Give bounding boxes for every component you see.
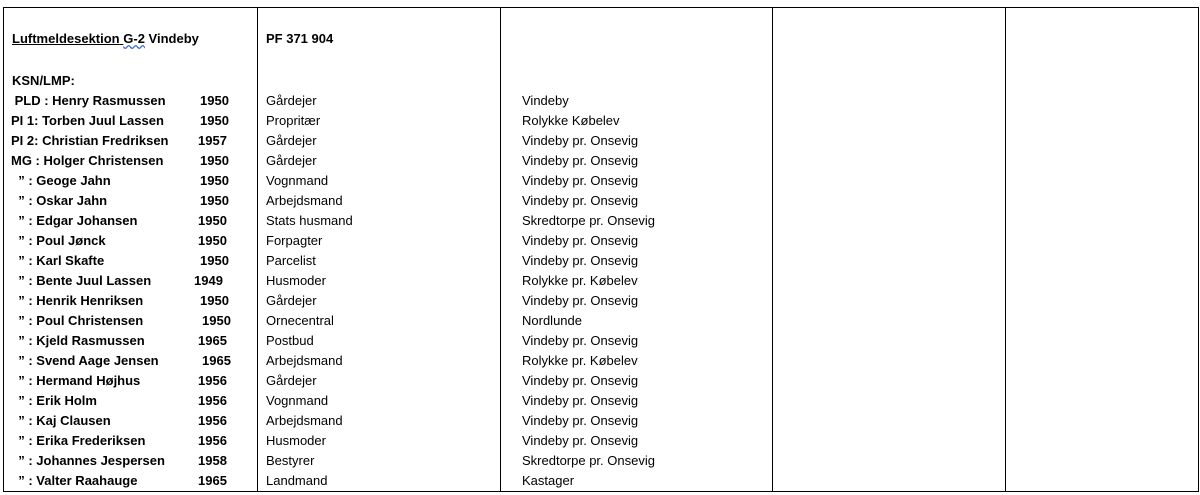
member-address: Vindeby pr. Onsevig: [522, 433, 639, 448]
member-name: ” : Henrik Henriksen: [11, 293, 144, 308]
names-list: [4, 91, 257, 491]
member-row: [4, 311, 257, 331]
member-year: 1956: [198, 413, 227, 428]
member-address: Skredtorpe pr. Onsevig: [522, 453, 655, 468]
member-address: Rolykke pr. Købelev: [522, 273, 638, 288]
member-row: [4, 211, 257, 231]
section-heading: KSN/LMP:: [12, 73, 75, 88]
member-row: [4, 351, 257, 371]
member-occupation: Vognmand: [266, 393, 329, 408]
member-name: ” : Hermand Højhus: [11, 373, 141, 388]
member-occupation: Gårdejer: [266, 293, 317, 308]
member-name: ” : Poul Jønck: [11, 233, 106, 248]
member-year: 1950: [198, 213, 227, 228]
member-name: ” : Erika Frederiksen: [11, 433, 146, 448]
member-name: ” : Karl Skafte: [11, 253, 105, 268]
member-address: Vindeby pr. Onsevig: [522, 193, 639, 208]
member-row: [4, 291, 257, 311]
member-address: Vindeby pr. Onsevig: [522, 333, 639, 348]
member-occupation: Propritær: [266, 113, 321, 128]
member-year: 1950: [200, 113, 229, 128]
member-row: [4, 131, 257, 151]
member-occupation: Ornecentral: [266, 313, 334, 328]
member-row: [4, 231, 257, 251]
column-addresses: [501, 8, 773, 492]
member-occupation: Arbejdsmand: [266, 193, 343, 208]
member-name: PI 2: Christian Fredriksen: [11, 133, 169, 148]
member-row: [4, 431, 257, 451]
member-row: [4, 411, 257, 431]
member-row: [4, 251, 257, 271]
member-table: [3, 7, 1199, 492]
member-occupation: Gårdejer: [266, 93, 317, 108]
column-empty-1: [773, 8, 1006, 492]
member-year: 1950: [200, 293, 229, 308]
member-address: Vindeby pr. Onsevig: [522, 233, 639, 248]
member-row: [4, 471, 257, 491]
member-year: 1965: [198, 473, 227, 488]
member-name: ” : Poul Christensen: [11, 313, 144, 328]
column-empty-2: [1006, 8, 1199, 492]
member-year: 1950: [200, 193, 229, 208]
member-row: [4, 391, 257, 411]
member-year: 1965: [202, 353, 231, 368]
occupations-list: [258, 91, 500, 491]
member-name: ” : Edgar Johansen: [11, 213, 138, 228]
member-year: 1958: [198, 453, 227, 468]
member-address: Vindeby pr. Onsevig: [522, 373, 639, 388]
member-occupation: Vognmand: [266, 173, 329, 188]
member-address: Vindeby pr. Onsevig: [522, 173, 639, 188]
member-address: Nordlunde: [522, 313, 582, 328]
member-occupation: Gårdejer: [266, 133, 317, 148]
member-name: ” : Erik Holm: [11, 393, 97, 408]
member-address: Rolykke Købelev: [522, 113, 620, 128]
column-occupations: [258, 8, 501, 492]
member-occupation: Husmoder: [266, 273, 326, 288]
member-occupation: Bestyrer: [266, 453, 315, 468]
member-year: 1956: [198, 393, 227, 408]
member-year: 1956: [198, 373, 227, 388]
member-name: PLD : Henry Rasmussen: [11, 93, 166, 108]
member-name: ” : Oskar Jahn: [11, 193, 108, 208]
member-occupation: Husmoder: [266, 433, 326, 448]
member-row: [4, 271, 257, 291]
member-occupation: Stats husmand: [266, 213, 353, 228]
member-occupation: Forpagter: [266, 233, 323, 248]
member-row: [4, 451, 257, 471]
member-address: Vindeby pr. Onsevig: [522, 413, 639, 428]
member-name: ” : Johannes Jespersen: [11, 453, 165, 468]
title-place: Vindeby: [148, 31, 199, 46]
member-name: ” : Kaj Clausen: [11, 413, 111, 428]
member-occupation: Parcelist: [266, 253, 316, 268]
member-address: Vindeby pr. Onsevig: [522, 153, 639, 168]
member-name: MG : Holger Christensen: [11, 153, 164, 168]
member-address: Kastager: [522, 473, 575, 488]
member-address: Rolykke pr. Købelev: [522, 353, 638, 368]
member-occupation: Gårdejer: [266, 153, 317, 168]
member-name: ” : Valter Raahauge: [11, 473, 138, 488]
addresses-list: [501, 91, 772, 491]
member-name: ” : Kjeld Rasmussen: [11, 333, 145, 348]
member-year: 1965: [198, 333, 227, 348]
member-year: 1950: [200, 173, 229, 188]
member-row: [4, 111, 257, 131]
member-name: PI 1: Torben Juul Lassen: [11, 113, 164, 128]
member-year: 1950: [200, 253, 229, 268]
member-address: Vindeby pr. Onsevig: [522, 253, 639, 268]
member-row: [4, 371, 257, 391]
pf-label: PF 371 904: [266, 31, 334, 46]
member-year: 1949: [194, 273, 223, 288]
member-year: 1950: [198, 233, 227, 248]
member-row: [4, 91, 257, 111]
member-year: 1950: [200, 93, 229, 108]
member-row: [4, 191, 257, 211]
member-occupation: Landmand: [266, 473, 328, 488]
member-occupation: Gårdejer: [266, 373, 317, 388]
member-name: ” : Svend Aage Jensen: [11, 353, 159, 368]
member-year: 1950: [202, 313, 231, 328]
member-address: Vindeby pr. Onsevig: [522, 293, 639, 308]
member-row: [4, 151, 257, 171]
member-row: [4, 331, 257, 351]
member-year: 1956: [198, 433, 227, 448]
member-row: [4, 171, 257, 191]
title-text: Luftmeldesektion: [12, 31, 120, 46]
member-year: 1950: [200, 153, 229, 168]
member-name: ” : Bente Juul Lassen: [11, 273, 152, 288]
member-address: Vindeby pr. Onsevig: [522, 133, 639, 148]
title-code: G-2: [123, 31, 145, 46]
table-main-row: [4, 8, 1199, 492]
column-names: [4, 8, 258, 492]
member-occupation: Arbejdsmand: [266, 413, 343, 428]
member-address: Skredtorpe pr. Onsevig: [522, 213, 655, 228]
member-name: ” : Geoge Jahn: [11, 173, 111, 188]
member-year: 1957: [198, 133, 227, 148]
document-title: [4, 31, 257, 51]
member-occupation: Arbejdsmand: [266, 353, 343, 368]
member-occupation: Postbud: [266, 333, 314, 348]
member-address: Vindeby: [522, 93, 569, 108]
member-address: Vindeby pr. Onsevig: [522, 393, 639, 408]
